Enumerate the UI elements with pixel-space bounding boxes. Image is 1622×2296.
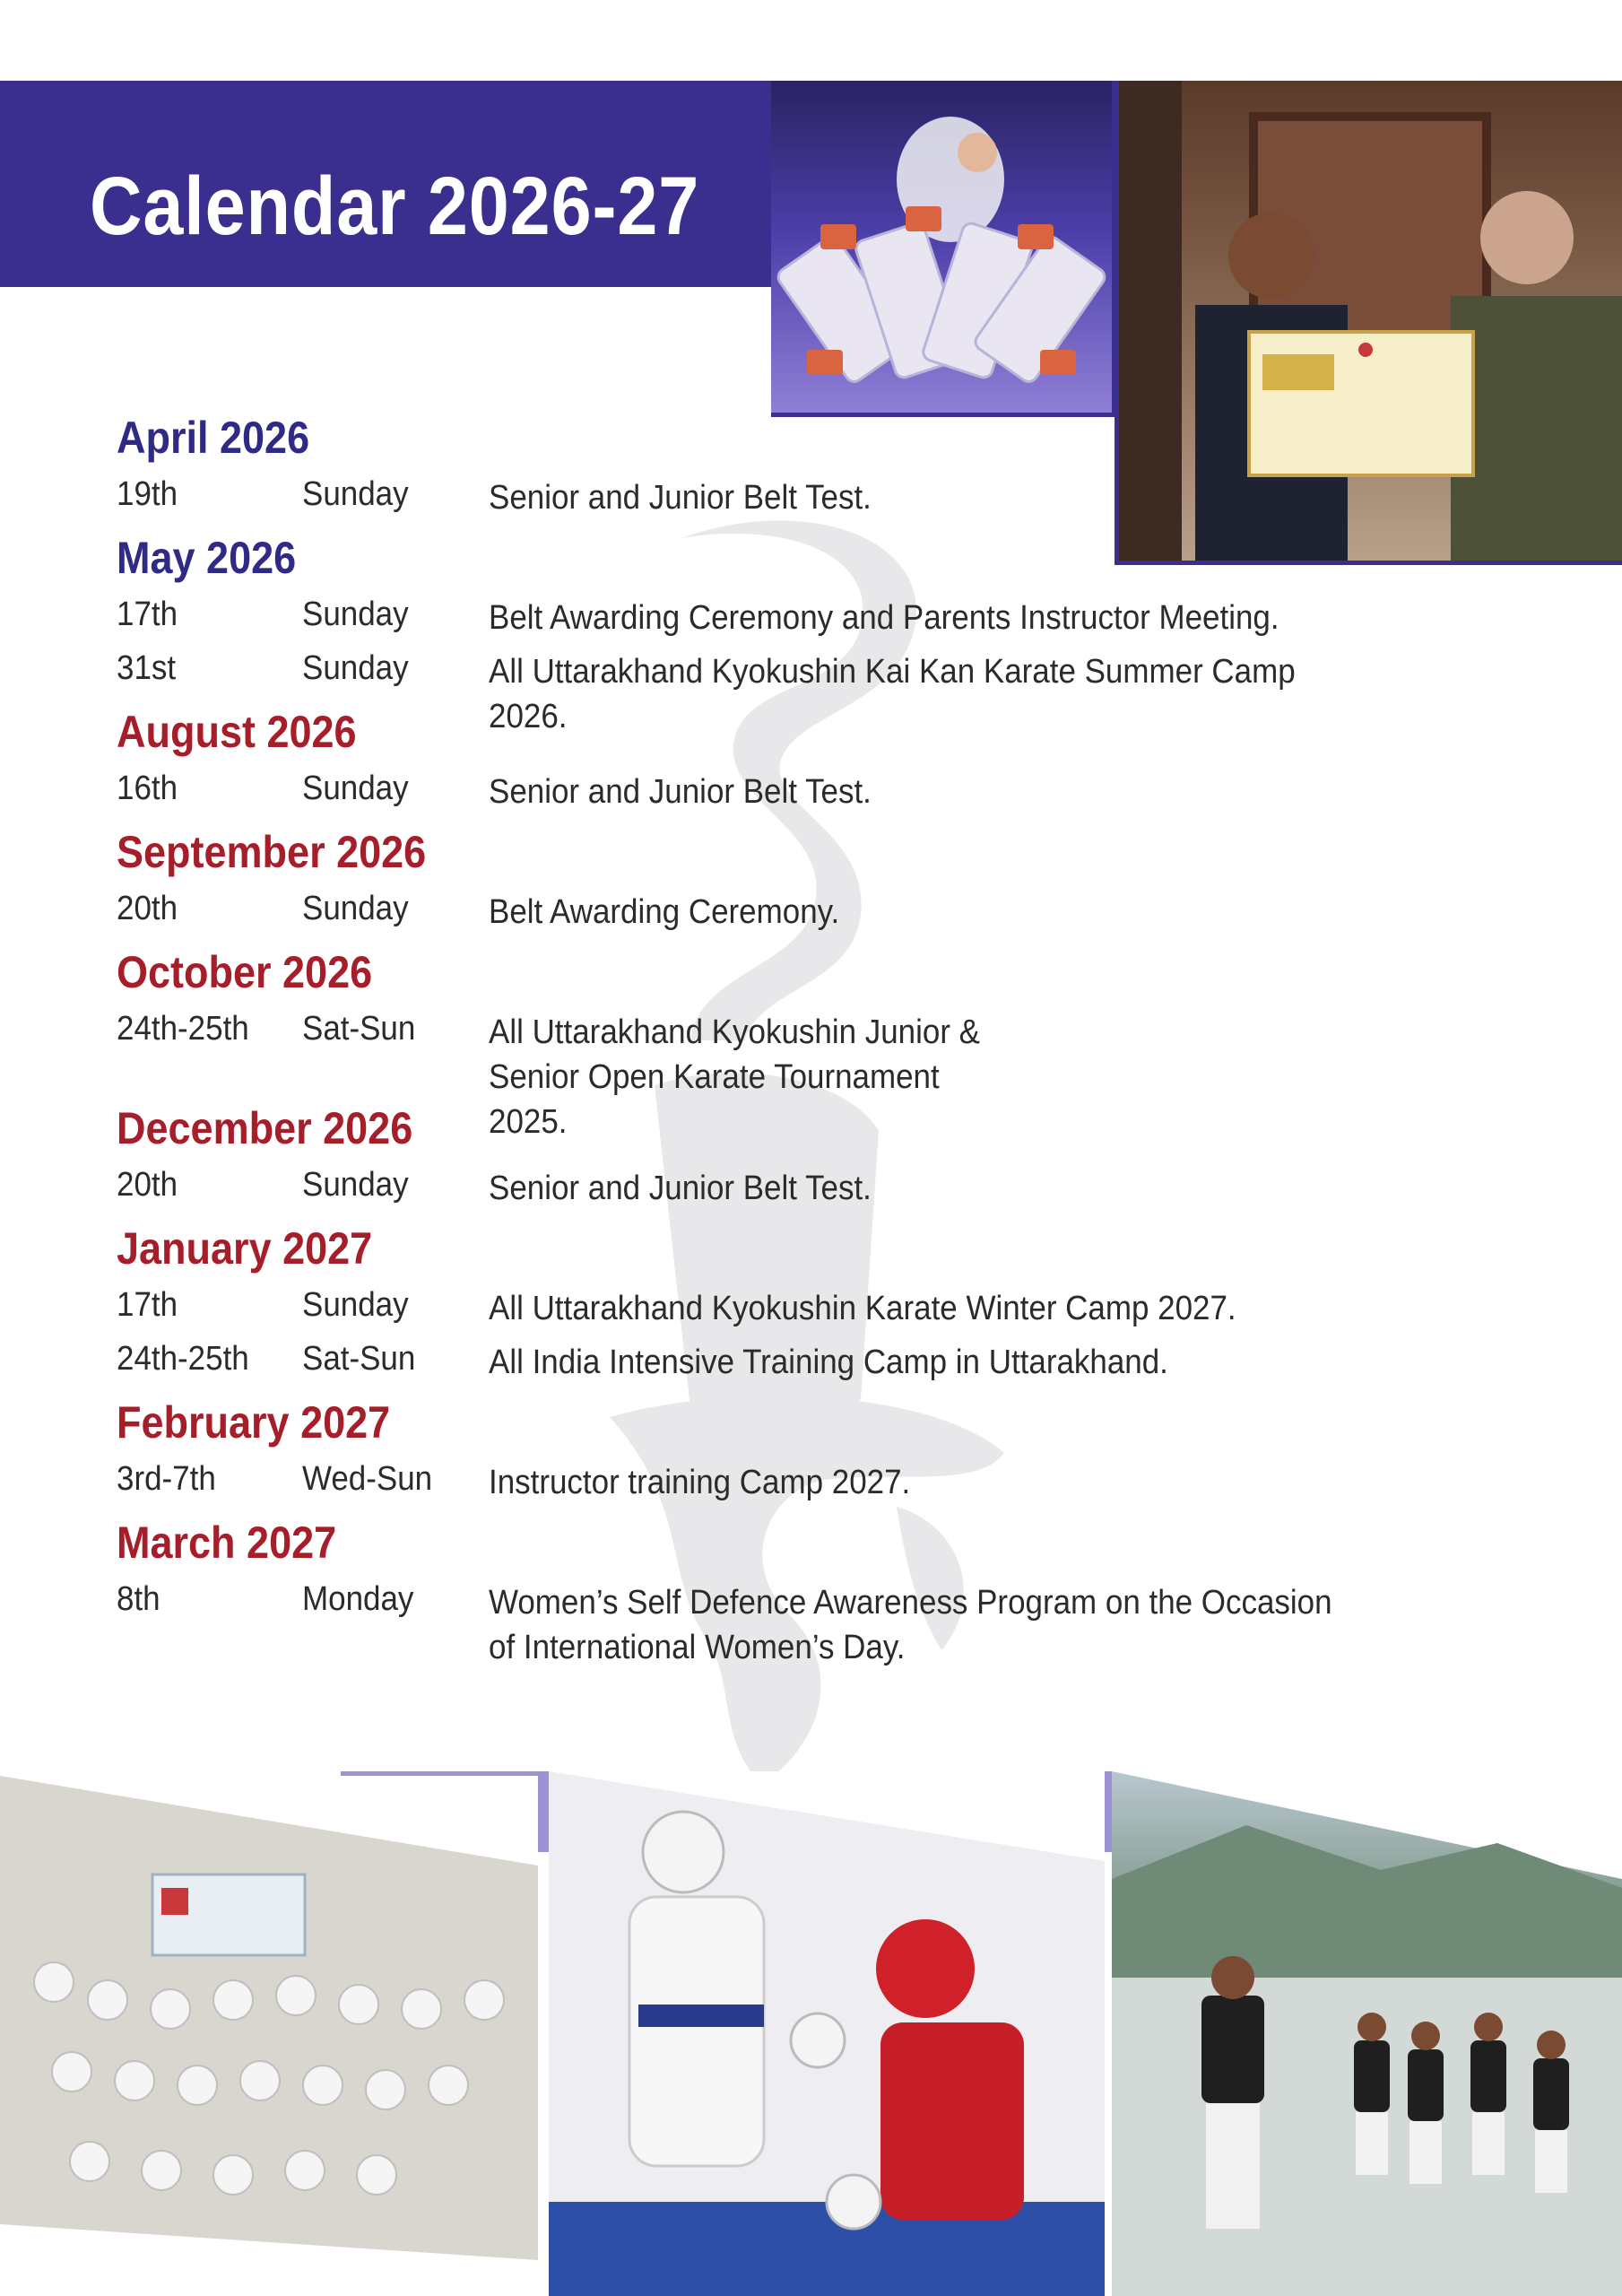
event-day: Sunday	[302, 770, 409, 807]
event-description: All Uttarakhand Kyokushin Kai Kan Karate Summer Camp 2026.	[489, 653, 1296, 735]
photo-river-training	[1112, 1771, 1622, 2296]
event-date: 17th	[117, 1286, 178, 1324]
event-date: 20th	[117, 1166, 178, 1204]
photo-board-breaking	[771, 81, 1116, 417]
event-date: 16th	[117, 770, 178, 807]
month-heading: April 2026	[117, 413, 310, 463]
month-heading: February 2027	[117, 1397, 391, 1448]
event-date: 19th	[117, 475, 178, 513]
event-day: Sat-Sun	[302, 1010, 416, 1048]
event-date: 17th	[117, 596, 178, 633]
river-training-illustration	[1112, 1771, 1622, 2296]
event-description: All Uttarakhand Kyokushin Karate Winter Camp 2027.	[489, 1290, 1236, 1327]
month-heading: October 2026	[117, 947, 373, 997]
board-breaking-illustration	[771, 81, 1112, 413]
event-day: Sunday	[302, 1286, 409, 1324]
event-day: Sunday	[302, 596, 409, 633]
event-row	[117, 590, 1417, 644]
event-day: Sat-Sun	[302, 1340, 416, 1378]
event-day: Monday	[302, 1580, 414, 1618]
event-description: Women’s Self Defence Awareness Program on the Occasion of International Women’s Day.	[489, 1584, 1332, 1666]
event-row	[117, 470, 1417, 524]
month-heading: August 2026	[117, 707, 357, 757]
event-description: Belt Awarding Ceremony.	[489, 893, 840, 931]
month-heading: March 2027	[117, 1518, 337, 1568]
event-day: Wed-Sun	[302, 1460, 433, 1498]
sparring-illustration	[549, 1771, 1105, 2296]
event-row	[117, 764, 1417, 818]
calendar-list	[117, 404, 1417, 1665]
event-description: Instructor training Camp 2027.	[489, 1464, 911, 1501]
event-row	[117, 1575, 1417, 1665]
event-description: All India Intensive Training Camp in Uttarakhand.	[489, 1344, 1168, 1381]
photo-sparring	[549, 1771, 1105, 2296]
month-heading: December 2026	[117, 1103, 413, 1153]
event-day: Sunday	[302, 890, 409, 927]
event-description: Senior and Junior Belt Test.	[489, 773, 872, 811]
month-heading: May 2026	[117, 533, 297, 583]
event-day: Sunday	[302, 475, 409, 513]
event-day: Sunday	[302, 649, 409, 687]
event-row	[117, 1161, 1417, 1214]
event-date: 24th-25th	[117, 1010, 249, 1048]
event-row	[117, 1335, 1417, 1388]
event-row	[117, 1281, 1417, 1335]
event-day: Sunday	[302, 1166, 409, 1204]
event-date: 3rd-7th	[117, 1460, 216, 1498]
event-date: 31st	[117, 649, 177, 687]
month-heading: January 2027	[117, 1223, 373, 1274]
month-heading: September 2026	[117, 827, 427, 877]
event-description: Senior and Junior Belt Test.	[489, 1170, 872, 1207]
photo-group-students	[0, 1776, 538, 2278]
event-description: All Uttarakhand Kyokushin Junior & Senior Open Karate Tournament 2025.	[489, 1013, 981, 1141]
page-title: Calendar 2026-27	[90, 161, 700, 252]
event-date: 20th	[117, 890, 178, 927]
event-description: Senior and Junior Belt Test.	[489, 479, 872, 517]
event-date: 8th	[117, 1580, 160, 1618]
group-photo-illustration	[0, 1776, 538, 2278]
event-description: Belt Awarding Ceremony and Parents Instructor Meeting.	[489, 599, 1279, 637]
event-row	[117, 1455, 1417, 1509]
event-date: 24th-25th	[117, 1340, 249, 1378]
event-row	[117, 884, 1417, 938]
